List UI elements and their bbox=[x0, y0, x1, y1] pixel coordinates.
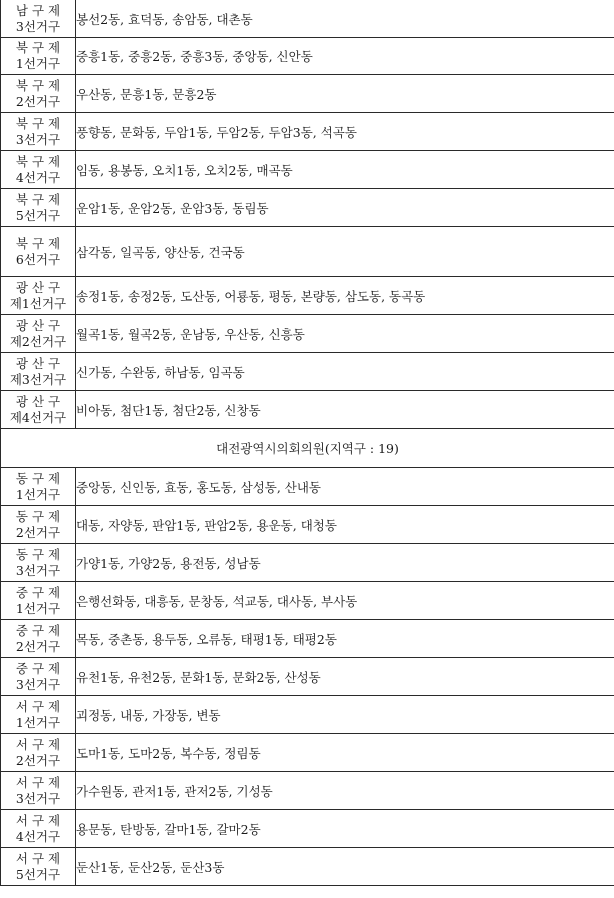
district-areas-cell: 송정1동, 송정2동, 도산동, 어룡동, 평동, 본량동, 삼도동, 동곡동 bbox=[76, 277, 614, 315]
district-name-line1: 남 구 제 bbox=[15, 2, 61, 18]
section-title: 대전광역시의회의원(지역구 : 19) bbox=[1, 429, 614, 468]
district-areas-cell: 임동, 용봉동, 오치1동, 오치2동, 매곡동 bbox=[76, 151, 614, 189]
district-name-line2: 5선거구 bbox=[15, 866, 61, 882]
district-name-line1: 중 구 제 bbox=[15, 622, 61, 638]
district-name-line2: 2선거구 bbox=[15, 93, 61, 109]
district-name-cell bbox=[1, 696, 76, 734]
table-row bbox=[1, 227, 614, 277]
table-row bbox=[1, 468, 614, 506]
district-name-cell bbox=[1, 810, 76, 848]
district-areas-cell: 가양1동, 가양2동, 용전동, 성남동 bbox=[76, 544, 614, 582]
district-name-line2: 3선거구 bbox=[15, 18, 61, 34]
district-areas-cell: 중흥1동, 중흥2동, 중흥3동, 중앙동, 신안동 bbox=[76, 38, 614, 75]
table-row bbox=[1, 544, 614, 582]
table-row bbox=[1, 315, 614, 353]
district-name-cell bbox=[1, 658, 76, 696]
district-areas-cell: 비아동, 첨단1동, 첨단2동, 신창동 bbox=[76, 391, 614, 429]
table-row bbox=[1, 75, 614, 113]
table-row bbox=[1, 0, 614, 38]
district-name-line1: 북 구 제 bbox=[15, 40, 61, 55]
district-name-line2: 2선거구 bbox=[15, 524, 61, 540]
district-name-cell bbox=[1, 582, 76, 620]
district-name-line2: 1선거구 bbox=[15, 714, 61, 730]
district-areas-cell: 유천1동, 유천2동, 문화1동, 문화2동, 산성동 bbox=[76, 658, 614, 696]
district-name-line2: 3선거구 bbox=[15, 562, 61, 578]
district-areas-cell: 신가동, 수완동, 하남동, 임곡동 bbox=[76, 353, 614, 391]
district-name-line1: 동 구 제 bbox=[15, 546, 61, 562]
district-name-line2: 6선거구 bbox=[15, 251, 61, 267]
district-name-cell bbox=[1, 391, 76, 429]
district-name-line2: 3선거구 bbox=[15, 676, 61, 692]
table-row bbox=[1, 391, 614, 429]
district-name-line2: 제2선거구 bbox=[9, 333, 67, 349]
table-row bbox=[1, 506, 614, 544]
district-areas-cell: 은행선화동, 대흥동, 문창동, 석교동, 대사동, 부사동 bbox=[76, 582, 614, 620]
table-row bbox=[1, 696, 614, 734]
district-areas-cell: 풍향동, 문화동, 두암1동, 두암2동, 두암3동, 석곡동 bbox=[76, 113, 614, 151]
district-name-line2: 1선거구 bbox=[15, 600, 61, 616]
table-row bbox=[1, 658, 614, 696]
district-name-cell bbox=[1, 113, 76, 151]
district-areas-cell: 용문동, 탄방동, 갈마1동, 갈마2동 bbox=[76, 810, 614, 848]
district-areas-cell: 목동, 중촌동, 용두동, 오류동, 태평1동, 태평2동 bbox=[76, 620, 614, 658]
district-name-cell bbox=[1, 468, 76, 506]
district-name-cell bbox=[1, 772, 76, 810]
district-name-cell bbox=[1, 38, 76, 75]
table-row bbox=[1, 151, 614, 189]
district-areas-cell: 둔산1동, 둔산2동, 둔산3동 bbox=[76, 848, 614, 886]
district-areas-cell: 중앙동, 신인동, 효동, 홍도동, 삼성동, 산내동 bbox=[76, 468, 614, 506]
district-areas-cell: 월곡1동, 월곡2동, 운남동, 우산동, 신흥동 bbox=[76, 315, 614, 353]
table-row bbox=[1, 582, 614, 620]
district-name-line2: 제1선거구 bbox=[9, 295, 67, 311]
district-name-line1: 광 산 구 bbox=[15, 317, 61, 333]
district-name-cell bbox=[1, 353, 76, 391]
district-name-line1: 중 구 제 bbox=[15, 660, 61, 676]
district-name-line1: 동 구 제 bbox=[15, 508, 61, 524]
district-name-cell bbox=[1, 151, 76, 189]
district-name-line2: 2선거구 bbox=[15, 638, 61, 654]
table-row bbox=[1, 772, 614, 810]
district-name-cell bbox=[1, 544, 76, 582]
table-row bbox=[1, 734, 614, 772]
district-name-line1: 북 구 제 bbox=[15, 235, 61, 251]
district-name-cell bbox=[1, 848, 76, 886]
table-row bbox=[1, 848, 614, 886]
district-name-line1: 광 산 구 bbox=[15, 279, 61, 295]
district-areas-cell: 삼각동, 일곡동, 양산동, 건국동 bbox=[76, 227, 614, 277]
district-name-line2: 3선거구 bbox=[15, 790, 61, 806]
district-name-line1: 광 산 구 bbox=[15, 355, 61, 371]
district-name-cell bbox=[1, 189, 76, 227]
district-areas-cell: 괴정동, 내동, 가장동, 변동 bbox=[76, 696, 614, 734]
table-row bbox=[1, 620, 614, 658]
district-name-line2: 1선거구 bbox=[15, 486, 61, 502]
district-name-cell bbox=[1, 315, 76, 353]
table-row bbox=[1, 277, 614, 315]
table-row bbox=[1, 38, 614, 75]
district-areas-cell: 도마1동, 도마2동, 복수동, 정림동 bbox=[76, 734, 614, 772]
district-name-line1: 중 구 제 bbox=[15, 584, 61, 600]
district-areas-cell: 우산동, 문흥1동, 문흥2동 bbox=[76, 75, 614, 113]
district-name-line1: 서 구 제 bbox=[15, 736, 61, 752]
district-name-line1: 서 구 제 bbox=[15, 698, 61, 714]
district-name-line2: 4선거구 bbox=[15, 169, 61, 185]
district-areas-cell: 가수원동, 관저1동, 관저2동, 기성동 bbox=[76, 772, 614, 810]
table-row bbox=[1, 189, 614, 227]
district-name-line1: 서 구 제 bbox=[15, 774, 61, 790]
district-name-line1: 서 구 제 bbox=[15, 812, 61, 828]
district-name-line1: 북 구 제 bbox=[15, 153, 61, 169]
table-row bbox=[1, 113, 614, 151]
district-name-cell bbox=[1, 227, 76, 277]
district-areas-cell: 운암1동, 운암2동, 운암3동, 동림동 bbox=[76, 189, 614, 227]
district-name-line1: 북 구 제 bbox=[15, 191, 61, 207]
district-name-line1: 북 구 제 bbox=[15, 77, 61, 93]
district-name-line2: 5선거구 bbox=[15, 207, 61, 223]
district-name-line2: 4선거구 bbox=[15, 828, 61, 844]
district-areas-cell: 봉선2동, 효덕동, 송암동, 대촌동 bbox=[76, 0, 614, 38]
district-name-line1: 동 구 제 bbox=[15, 470, 61, 486]
table-row bbox=[1, 429, 614, 468]
district-name-cell bbox=[1, 0, 76, 38]
district-areas-cell: 대동, 자양동, 판암1동, 판암2동, 용운동, 대청동 bbox=[76, 506, 614, 544]
district-name-line2: 제4선거구 bbox=[9, 409, 67, 425]
district-name-line1: 광 산 구 bbox=[15, 393, 61, 409]
district-name-cell bbox=[1, 734, 76, 772]
district-name-cell bbox=[1, 506, 76, 544]
table-row bbox=[1, 353, 614, 391]
table-row bbox=[1, 810, 614, 848]
district-name-line2: 1선거구 bbox=[15, 56, 61, 71]
district-name-line1: 북 구 제 bbox=[15, 115, 61, 131]
district-name-line1: 서 구 제 bbox=[15, 850, 61, 866]
district-name-cell bbox=[1, 75, 76, 113]
district-name-line2: 3선거구 bbox=[15, 131, 61, 147]
district-name-cell bbox=[1, 277, 76, 315]
district-name-cell bbox=[1, 620, 76, 658]
district-name-line2: 2선거구 bbox=[15, 752, 61, 768]
district-name-line2: 제3선거구 bbox=[9, 371, 67, 387]
